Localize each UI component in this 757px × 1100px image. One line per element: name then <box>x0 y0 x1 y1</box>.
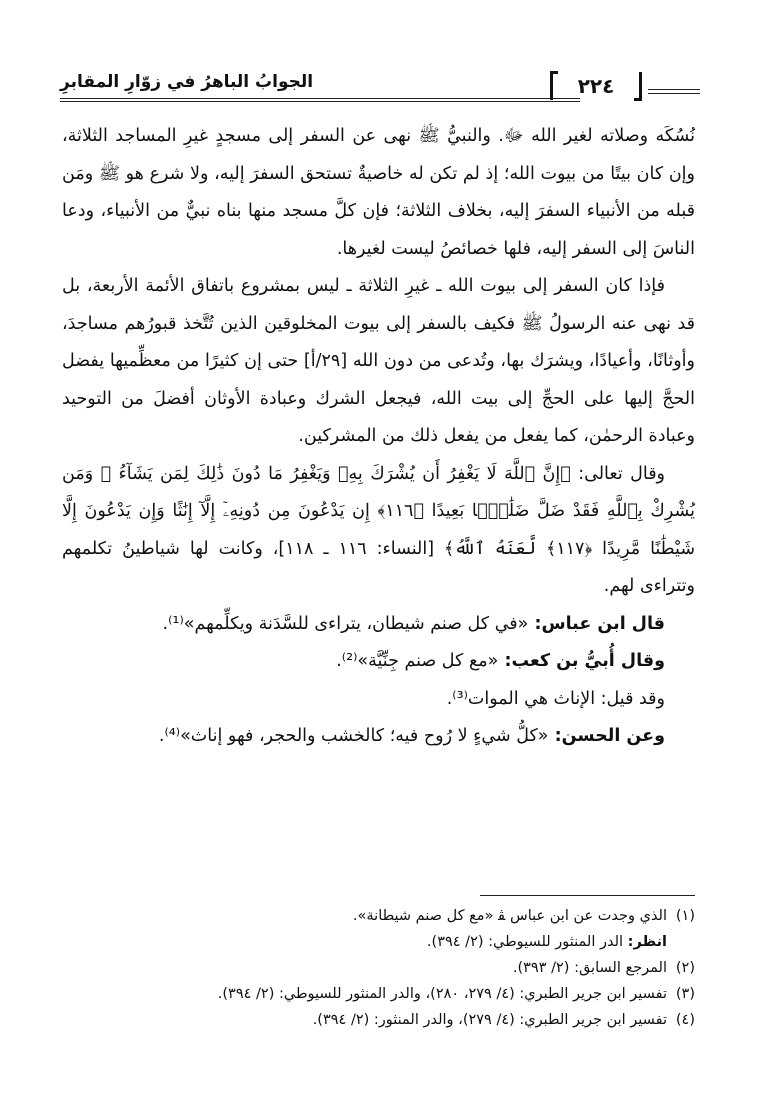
main-text <box>62 118 695 756</box>
header-rule <box>60 98 580 102</box>
quote-ubayy-name: وقال أُبيُّ بن كعب: <box>498 651 665 671</box>
footnote-number: (٣) <box>675 986 695 1002</box>
footnote-text: الدر المنثور للسيوطي: (٢/ ٣٩٤). <box>426 934 628 950</box>
footnote-4 <box>62 1007 695 1033</box>
quote-ibn-abbas-text: «في كل صنم شيطان، يتراءى للسَّدَنة ويكلِّمهم»⁽¹⁾. <box>162 613 529 634</box>
page-number: ٢٢٤ <box>550 72 642 100</box>
footnote-label: انظر: <box>627 934 667 950</box>
footnote-3 <box>62 981 695 1007</box>
footnote-2 <box>62 955 695 981</box>
quote-hasan-name: وعن الحسن: <box>548 726 665 746</box>
footnote-text: المرجع السابق: (٢/ ٣٩٣). <box>512 960 667 976</box>
paragraph-2: فإذا كان السفر إلى بيوت الله ـ غيرِ الثلاثة ـ ليس بمشروع باتفاق الأئمة الأربعة، بل قد نهى عنه الرسولُ ﷺ فكيف بالسفر إلى بيوت المخلوقين الذين تُتَّخذ قبورُهم مساجدَ، وأوثانًا، وأعيادًا، ويشرَك بها، وتُدعى من دون الله [٢٩/أ] حتى إن كثيرًا من معظِّميها يفضل الحجَّ إليها على الحجِّ إلى بيت الله، فيجعل الشرك وعبادة الأوثان أفضلَ من التوحيد وعبادة الرحمٰن، كما يفعل من يفعل ذلك من المشركين. <box>62 276 695 446</box>
paragraph-3 <box>62 456 695 606</box>
quran-verse: ﴿إِنَّ ٱللَّهَ لَا يَغْفِرُ أَن يُشْرَكَ بِهِۦ وَيَغْفِرُ مَا دُونَ ذَٰلِكَ لِمَن يَشَآءُ ۚ وَمَن يُشْرِكْ بِٱللَّهِ فَقَدْ ضَلَّ ضَلَٰلًۢا بَعِيدًا ﴿١١٦﴾ إِن يَدْعُونَ مِن دُونِهِۦٓ إِلَّآ إِنَٰثًا وَإِن يَدْعُونَ إِلَّا شَيْطَٰنًا مَّرِيدًا ﴿١١٧﴾ لَّعَنَهُ ٱللَّهُ﴾ <box>62 463 695 559</box>
footnote-separator <box>480 895 695 896</box>
footnote-number: (٢) <box>675 960 695 976</box>
footnote-text: الذي وجدت عن ابن عباس ﭭ «مع كل صنم شيطانة». <box>352 908 667 924</box>
quote-ubayy <box>62 643 695 681</box>
header-rule-right <box>648 89 700 94</box>
book-title: الجوابُ الباهرُ في زوّارِ المقابرِ <box>60 72 314 92</box>
quote-hasan-text: «كلُّ شيءٍ لا رُوح فيه؛ كالخشب والحجر، فهو إناث»⁽⁴⁾. <box>158 726 549 746</box>
footnote-1-see <box>62 929 695 955</box>
footnote-text: تفسير ابن جرير الطبري: (٤/ ٢٧٩، ٢٨٠)، والدر المنثور للسيوطي: (٢/ ٣٩٤). <box>217 986 667 1002</box>
footnote-number: (٤) <box>675 1012 695 1028</box>
quote-hasan <box>62 718 695 756</box>
footnotes <box>62 903 695 1033</box>
quote-ibn-abbas <box>62 606 695 644</box>
paragraph-3-intro: وقال تعالى: <box>570 463 666 484</box>
quote-ibn-abbas-name: قال ابن عباس: <box>528 613 665 634</box>
running-header <box>60 70 700 106</box>
verse-reference: [النساء: ١١٦ ـ ١١٨]، وكانت لها شياطينُ تكلمهم وتتراءى لهم. <box>62 538 695 596</box>
quote-qila: وقد قيل: الإناث هي الموات⁽³⁾. <box>446 688 665 709</box>
footnote-number: (١) <box>675 908 695 924</box>
footnote-text: تفسير ابن جرير الطبري: (٤/ ٢٧٩)، والدر المنثور: (٢/ ٣٩٤). <box>312 1012 667 1028</box>
footnote-1 <box>62 903 695 929</box>
quote-ubayy-text: «مع كل صنم جِنِّيَّة»⁽²⁾. <box>336 651 499 671</box>
paragraph-1: نُسُكَه وصلاته لغير الله ﷻ. والنبيُّ ﷺ نهى عن السفر إلى مسجدٍ غيرِ المساجد الثلاثة، وإن كان بيتًا من بيوت الله؛ إذ لم تكن له خاصيةٌ تستحق السفرَ إليه، ولا شرع هو ﷺ ومَن قبله من الأنبياء السفرَ إليه، بخلاف الثلاثة؛ فإن كلَّ مسجد منها بناه نبيٌّ من الأنبياء، ودعا الناسَ إلى السفر إليه، فلها خصائصُ ليست لغيرها. <box>62 126 695 259</box>
